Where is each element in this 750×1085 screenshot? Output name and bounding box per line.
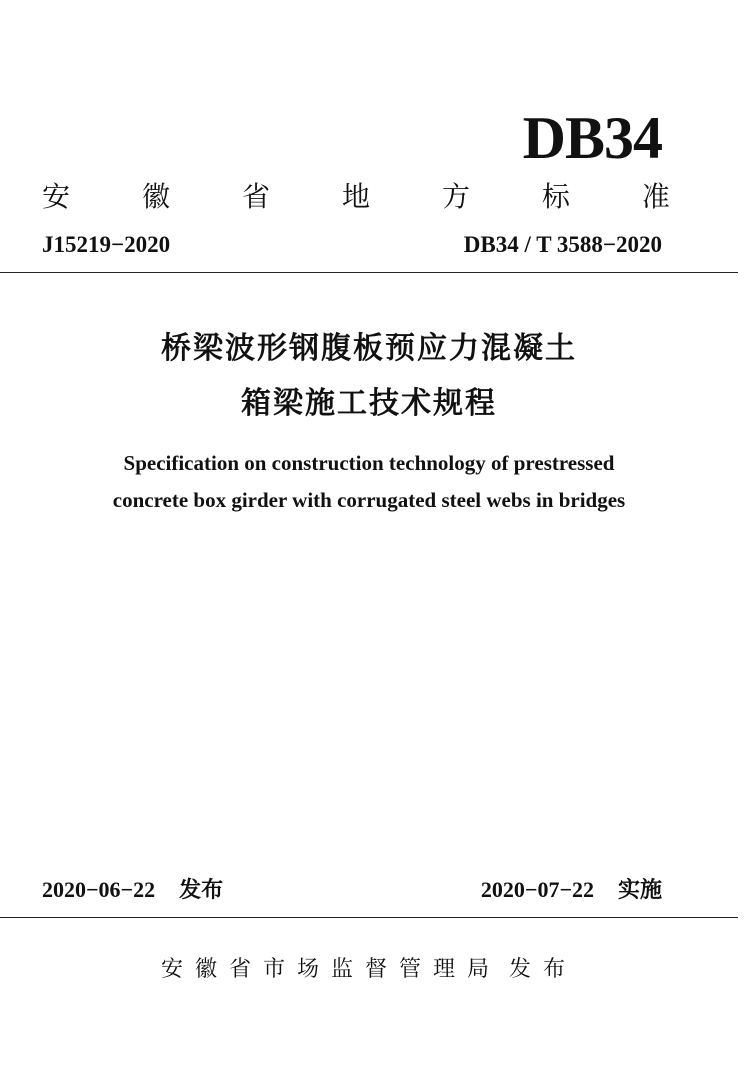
english-title-line-1: Specification on construction technology of prestressed [123,451,615,475]
standard-type-char: 地 [341,180,370,213]
issuer-issue-label: 发布 [509,957,578,982]
implement-label: 实施 [617,878,662,903]
standard-type-char: 方 [441,180,470,213]
standard-type-char: 省 [241,180,270,213]
implement-date-block [481,874,662,906]
chinese-title-line-2: 箱梁施工技术规程 [241,386,497,421]
record-number: J15219−2020 [42,232,171,257]
bottom-divider [0,917,738,918]
implement-date: 2020−07−22 [480,877,594,902]
issue-label: 发布 [179,878,224,903]
issue-date-block [42,874,223,906]
standard-type-char: 安 [42,180,71,213]
standard-type [42,180,670,214]
english-title-line-2: concrete box girder with corrugated steel webs in bridges [112,488,626,512]
standard-code: DB34 [522,105,662,171]
issuer-line [0,954,738,986]
top-divider [0,272,738,273]
standard-type-char: 徽 [141,180,170,213]
standard-type-char: 标 [541,180,570,213]
standard-number: DB34 / T 3588−2020 [463,232,662,257]
issuer-name: 安徽省市场监督管理局 [160,957,501,982]
issue-date: 2020−06−22 [42,877,156,902]
standard-type-char: 准 [641,180,670,213]
chinese-title-line-1: 桥梁波形钢腹板预应力混凝土 [161,331,577,366]
